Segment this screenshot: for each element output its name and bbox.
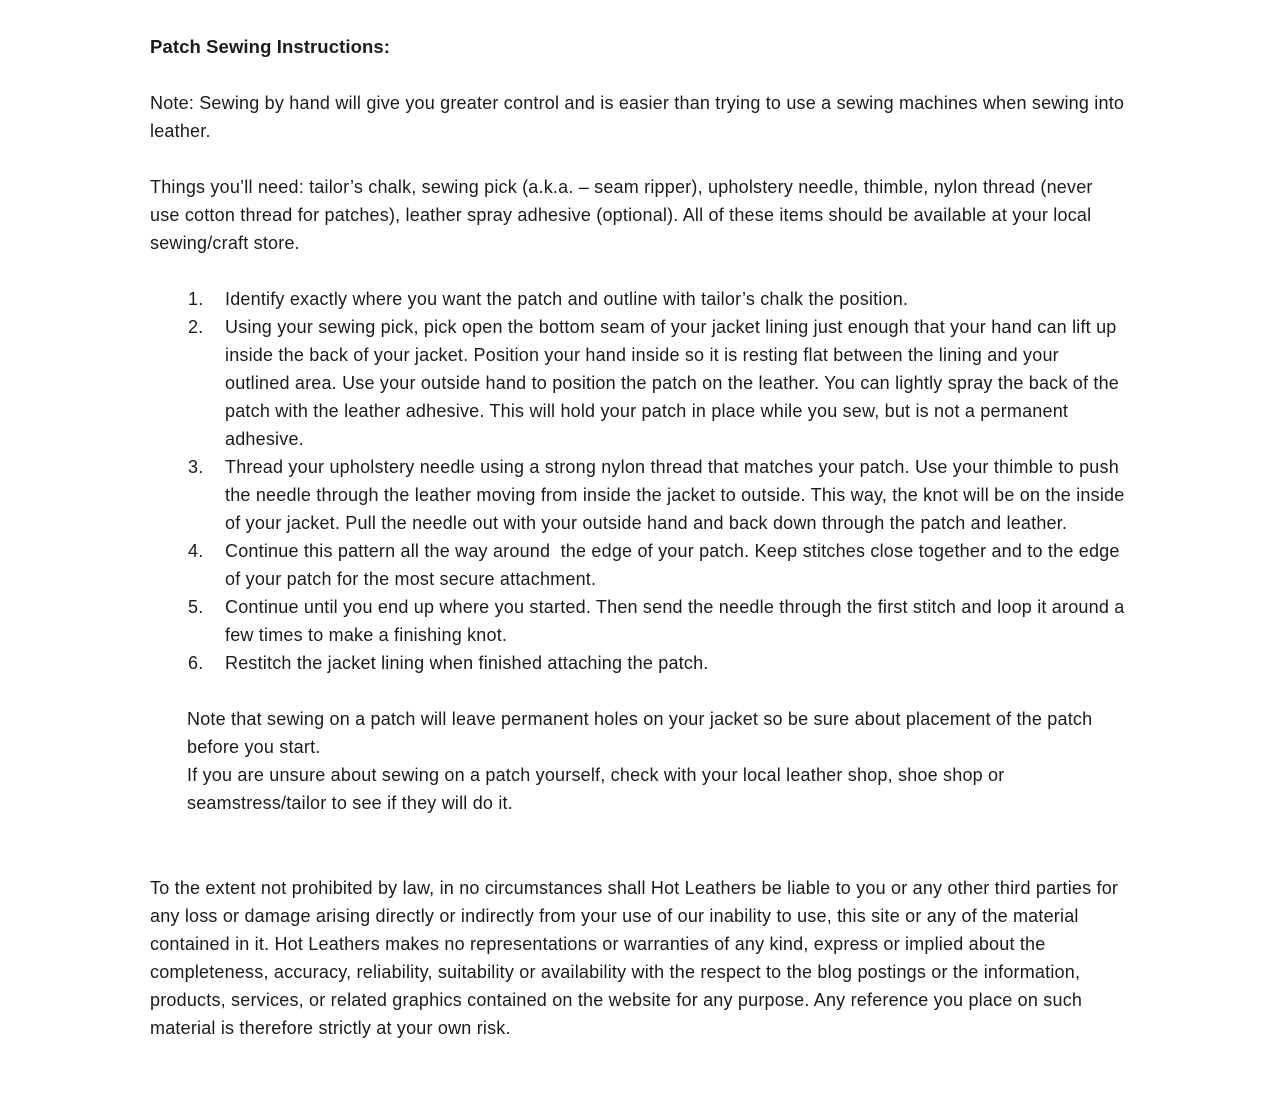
unsure-note-paragraph: If you are unsure about sewing on a patch yourself, check with your local leather shop, shoe shop or seamstress/tailor to see if they will do it. [187,765,1005,813]
step-number: 5. [188,597,204,617]
page-title: Patch Sewing Instructions: [150,36,391,57]
post-steps-notes [187,705,1125,817]
step-number: 6. [188,653,204,673]
step-text: Using your sewing pick, pick open the bottom seam of your jacket lining just enough that your hand can lift up inside the back of your jacket. Position your hand inside so it is resting flat between the lining and your outlined area. Use your outside hand to position the patch on the leather. You can lightly spray the back of the patch with the leather adhesive. This will hold your patch in place while you sew, but is not a permanent adhesive. [225,317,1125,449]
step-text: Continue until you end up where you started. Then send the needle through the first stitch and loop it around a few times to make a finishing knot. [225,597,1130,645]
placement-note-paragraph: Note that sewing on a patch will leave permanent holes on your jacket so be sure about placement of the patch before you start. [187,709,1093,757]
step-text: Restitch the jacket lining when finished attaching the patch. [225,653,709,673]
step-text: Thread your upholstery needle using a strong nylon thread that matches your patch. Use your thimble to push the needle through the leather moving from inside the jacket to outside. This way, the knot will be on the inside of your jacket. Pull the needle out with your outside hand and back down through the patch and leather. [225,457,1130,533]
step-item-6 [150,649,1125,677]
step-item-4 [150,537,1125,593]
step-number: 1. [188,289,204,309]
disclaimer-paragraph: To the extent not prohibited by law, in no circumstances shall Hot Leathers be liable to you or any other third parties for any loss or damage arising directly or indirectly from your use of our inability to use, this site or any of the material contained in it. Hot Leathers makes no representations or warranties of any kind, express or implied about the completeness, accuracy, reliability, suitability or availability with the respect to the blog postings or the information, products, services, or related graphics contained on the website for any purpose. Any reference you place on such material is therefore strictly at your own risk. [150,878,1119,1038]
step-number: 3. [188,457,204,477]
step-number: 4. [188,541,204,561]
step-number: 2. [188,317,204,337]
step-text: Continue this pattern all the way around the edge of your patch. Keep stitches close together and to the edge of your patch for the most secure attachment. [225,541,1125,589]
step-item-2 [150,313,1125,453]
steps-list [150,285,1130,677]
step-text: Identify exactly where you want the patch and outline with tailor’s chalk the position. [225,289,909,309]
step-item-3 [150,453,1130,537]
step-item-5 [150,593,1130,649]
intro-paragraph: Note: Sewing by hand will give you greater control and is easier than trying to use a sewing machines when sewing into leather. [150,93,1125,141]
supplies-paragraph: Things you’ll need: tailor’s chalk, sewing pick (a.k.a. – seam ripper), upholstery needle, thimble, nylon thread (never use cotton thread for patches), leather spray adhesive (optional). All of these items should be available at your local sewing/craft store. [150,177,1093,253]
step-item-1 [150,285,1125,313]
